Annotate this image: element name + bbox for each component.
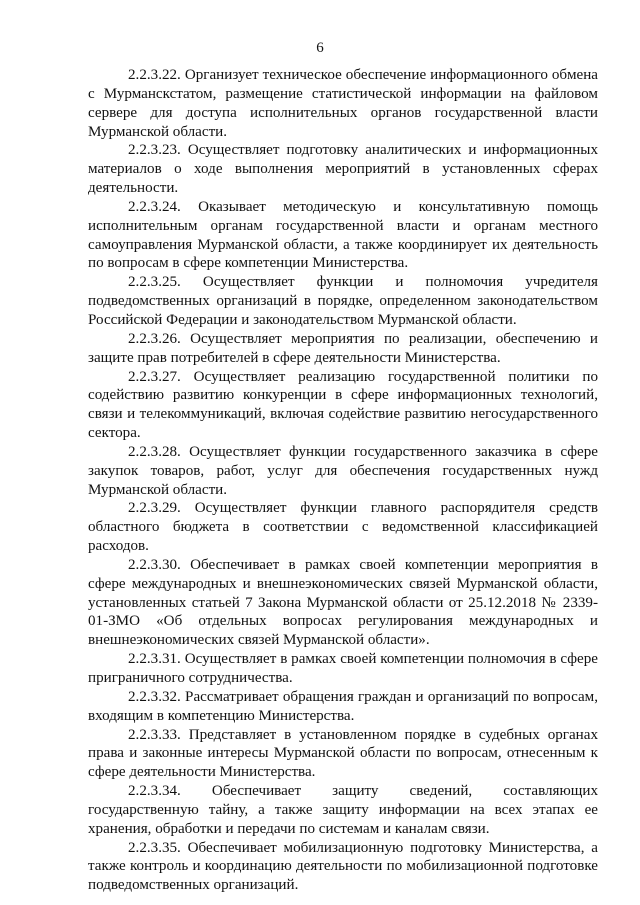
paragraph-2-2-3-26: 2.2.3.26. Осуществляет мероприятия по реализации, обеспечению и защите прав потребителей в сфере деятельности Министерства. (88, 330, 598, 366)
paragraph-2-2-3-33: 2.2.3.33. Представляет в установленном порядке в судебных органах права и законные интересы Мурманской области по вопросам, отнесенным к сфере деятельности Министерства. (88, 726, 598, 781)
paragraph-2-2-3-28: 2.2.3.28. Осуществляет функции государственного заказчика в сфере закупок товаров, работ, услуг для обеспечения государственных нужд Мурманской области. (88, 443, 598, 498)
page-number: 6 (316, 40, 324, 56)
paragraph-2-2-3-30: 2.2.3.30. Обеспечивает в рамках своей компетенции мероприятия в сфере международных и внешнеэкономических связей Мурманской области, установленных статьей 7 Закона Мурманской области от 25.12.2018 № 2339-01-ЗМО «Об отдельных вопросах регулирования международных и внешнеэкономических связей Мурманской области». (88, 556, 598, 649)
paragraph-2-2-3-24: 2.2.3.24. Оказывает методическую и консультативную помощь исполнительным органам государственной власти и органам местного самоуправления Мурманской области, а также координирует их деятельность по вопросам в сфере компетенции Министерства. (88, 198, 598, 272)
paragraph-2-2-3-32: 2.2.3.32. Рассматривает обращения граждан и организаций по вопросам, входящим в компетенцию Министерства. (88, 688, 598, 724)
paragraph-2-2-3-35: 2.2.3.35. Обеспечивает мобилизационную подготовку Министерства, а также контроль и координацию деятельности по мобилизационной подготовке подведомственных организаций. (88, 839, 598, 894)
paragraph-2-2-3-34: 2.2.3.34. Обеспечивает защиту сведений, составляющих государственную тайну, а также защиту информации на всех этапах ее хранения, обработки и передачи по системам и каналам связи. (88, 783, 598, 837)
paragraph-2-2-3-29: 2.2.3.29. Осуществляет функции главного распорядителя средств областного бюджета в соответствии с ведомственной классификацией расходов. (88, 500, 598, 555)
document-body (88, 66, 598, 895)
paragraph-2-2-3-27: 2.2.3.27. Осуществляет реализацию государственной политики по содействию развитию конкуренции в сфере информационных технологий, связи и телекоммуникаций, включая содействие развитию негосударственного сектора. (88, 368, 598, 442)
paragraph-2-2-3-25: 2.2.3.25. Осуществляет функции и полномочия учредителя подведомственных организаций в порядке, определенном законодательством Российской Федерации и законодательством Мурманской области. (88, 274, 598, 328)
paragraph-2-2-3-23: 2.2.3.23. Осуществляет подготовку аналитических и информационных материалов о ходе выполнения мероприятий в установленных сферах деятельности. (88, 142, 598, 197)
paragraph-2-2-3-31: 2.2.3.31. Осуществляет в рамках своей компетенции полномочия в сфере приграничного сотрудничества. (88, 651, 598, 686)
paragraph-2-2-3-22: 2.2.3.22. Организует техническое обеспечение информационного обмена с Мурманскстатом, размещение статистической информации на файловом сервере для доступа исполнительных органов государственной власти Мурманской области. (88, 67, 598, 140)
